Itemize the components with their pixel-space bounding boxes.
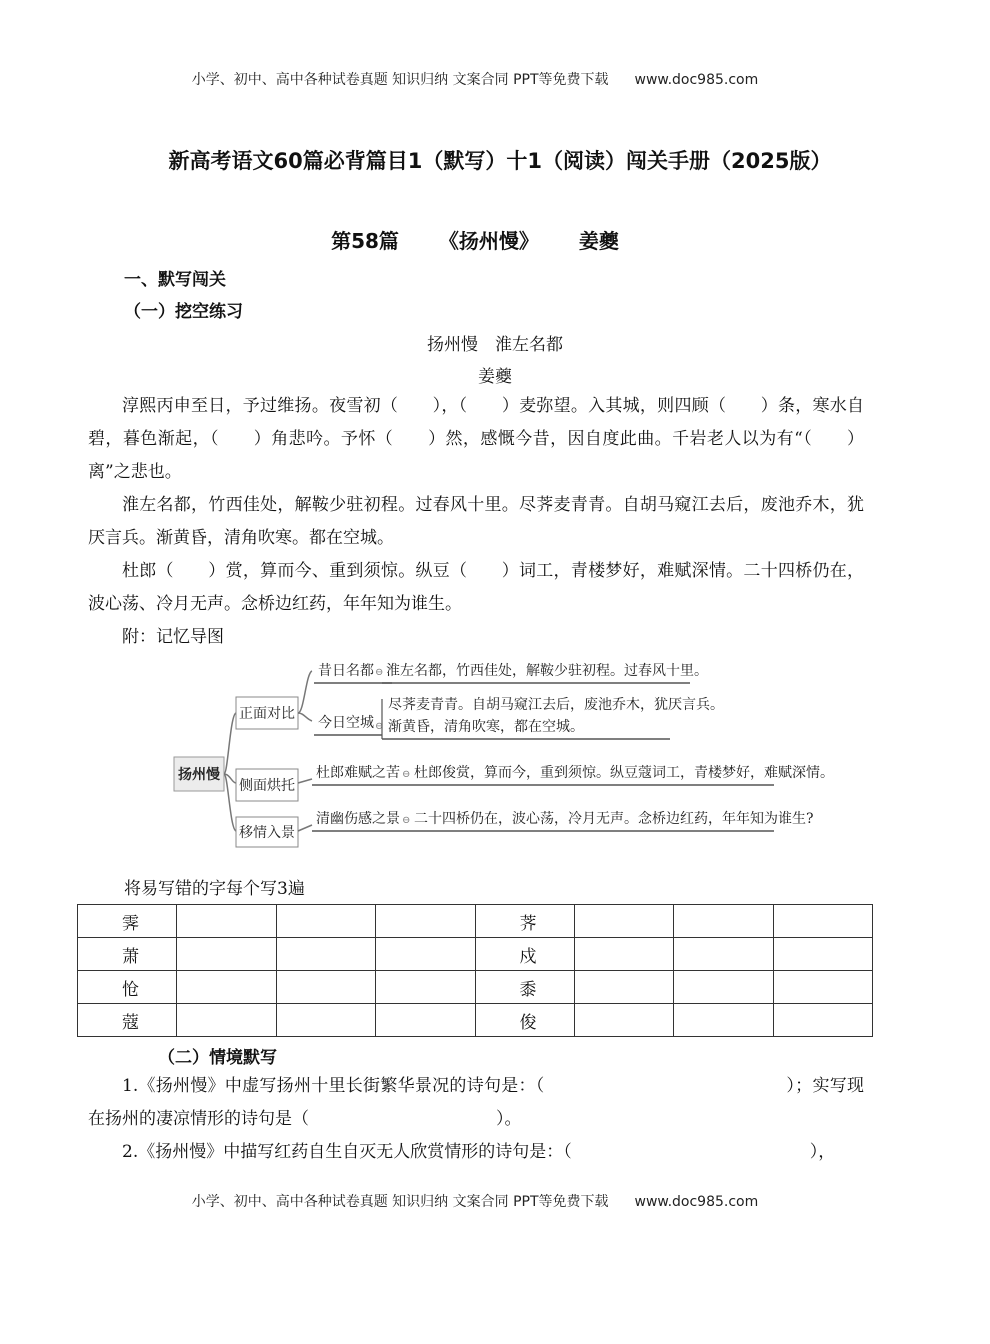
- practice-char-cell: 荠: [475, 905, 574, 938]
- practice-char-cell: 蔻: [78, 1004, 177, 1037]
- document-title: 新高考语文60篇必背篇目1（默写）十1（阅读）闯关手册（2025版）: [168, 149, 832, 173]
- character-practice-table: [77, 904, 873, 1037]
- mindmap-branch-2: 侧面烘托: [239, 778, 295, 794]
- practice-blank-cell[interactable]: [574, 1004, 673, 1037]
- practice-char-cell: 俊: [475, 1004, 574, 1037]
- mindmap-node-dulang: 杜郎难赋之苦: [316, 765, 400, 781]
- practice-blank-cell[interactable]: [276, 905, 375, 938]
- table-row: [78, 905, 873, 938]
- mindmap-text-present-1: 尽荠麦青青。自胡马窥江去后，废池乔木，犹厌言兵。: [388, 697, 724, 713]
- section-heading-1: 一、默写闯关: [124, 270, 226, 290]
- practice-blank-cell[interactable]: [674, 938, 773, 971]
- paragraph-lower: 杜郎（ ）赏，算而今、重到须惊。纵豆（ ）词工，青楼梦好，难赋深情。二十四桥仍在，波心荡、冷月无声。念桥边红药，年年知为谁生。: [88, 561, 864, 614]
- mindmap-node-scene: 清幽伤感之景: [316, 811, 400, 827]
- practice-char-cell: 萧: [78, 938, 177, 971]
- footer-url[interactable]: www.doc985.com: [634, 1194, 759, 1210]
- chapter-title: [0, 225, 950, 254]
- chapter-poem-title: 《扬州慢》: [438, 229, 539, 253]
- practice-blank-cell[interactable]: [177, 905, 276, 938]
- table-intro: 将易写错的字每个写3遍: [124, 879, 305, 899]
- page-footer: [0, 1191, 950, 1211]
- collapse-icon: ⊖: [402, 769, 411, 780]
- mindmap-branch-3: 移情入景: [239, 825, 295, 841]
- practice-blank-cell[interactable]: [773, 905, 872, 938]
- mindmap-text-past: 淮左名都，竹西佳处，解鞍少驻初程。过春风十里。: [386, 663, 708, 679]
- subsection-heading-1: （一）挖空练习: [124, 302, 243, 322]
- table-row: [78, 1004, 873, 1037]
- practice-blank-cell[interactable]: [574, 938, 673, 971]
- poem-title: 扬州慢 淮左名都: [427, 335, 563, 355]
- mindmap-text-present-2: 渐黄昏，清角吹寒，都在空城。: [388, 719, 584, 735]
- practice-blank-cell[interactable]: [773, 1004, 872, 1037]
- mindmap-text-dulang: 杜郎俊赏，算而今，重到须惊。纵豆蔻词工，青楼梦好，难赋深情。: [414, 765, 834, 781]
- appendix-label: 附：记忆导图: [122, 627, 224, 647]
- practice-blank-cell[interactable]: [773, 938, 872, 971]
- table-row: [78, 938, 873, 971]
- table-row: [78, 971, 873, 1004]
- practice-char-cell: 黍: [475, 971, 574, 1004]
- page-header: [0, 69, 950, 89]
- paragraph-upper: 淮左名都，竹西佳处，解鞍少驻初程。过春风十里。尽荠麦青青。自胡马窥江去后，废池乔木，犹厌言兵。渐黄昏，清角吹寒。都在空城。: [88, 495, 864, 548]
- practice-char-cell: 霁: [78, 905, 177, 938]
- subsection-heading-2: （二）情境默写: [158, 1048, 277, 1068]
- practice-blank-cell[interactable]: [574, 971, 673, 1004]
- chapter-author: 姜夔: [578, 229, 619, 253]
- practice-blank-cell[interactable]: [276, 1004, 375, 1037]
- chapter-number: 第58篇: [331, 229, 399, 253]
- header-text: 小学、初中、高中各种试卷真题 知识归纳 文案合同 PPT等免费下载: [191, 72, 609, 88]
- practice-blank-cell[interactable]: [177, 1004, 276, 1037]
- practice-blank-cell[interactable]: [376, 1004, 475, 1037]
- collapse-icon: ⊖: [375, 667, 384, 678]
- practice-blank-cell[interactable]: [674, 1004, 773, 1037]
- practice-blank-cell[interactable]: [376, 971, 475, 1004]
- practice-blank-cell[interactable]: [177, 971, 276, 1004]
- practice-blank-cell[interactable]: [177, 938, 276, 971]
- poem-author: 姜夔: [478, 367, 512, 387]
- practice-blank-cell[interactable]: [276, 971, 375, 1004]
- mindmap-node-past: 昔日名都: [318, 663, 374, 679]
- memory-mindmap: [170, 655, 834, 855]
- collapse-icon: ⊖: [402, 815, 411, 826]
- practice-char-cell: 戍: [475, 938, 574, 971]
- footer-text: 小学、初中、高中各种试卷真题 知识归纳 文案合同 PPT等免费下载: [191, 1194, 609, 1210]
- practice-blank-cell[interactable]: [773, 971, 872, 1004]
- header-url[interactable]: www.doc985.com: [634, 72, 759, 88]
- practice-blank-cell[interactable]: [574, 905, 673, 938]
- practice-blank-cell[interactable]: [276, 938, 375, 971]
- paragraph-preface: 淳熙丙申至日，予过维扬。夜雪初（ ），（ ）麦弥望。入其城，则四顾（ ）条，寒水自碧，暮色渐起，（ ）角悲吟。予怀（ ）然，感慨今昔，因自度此曲。千岩老人以为有“（ ）离”之悲也。: [88, 396, 864, 482]
- question-1: 1.《扬州慢》中虚写扬州十里长街繁华景况的诗句是：（ ）；实写现在扬州的凄凉情形的诗句是（ ）。: [88, 1076, 864, 1129]
- mindmap-text-scene: 二十四桥仍在，波心荡，冷月无声。念桥边红药，年年知为谁生?: [414, 811, 814, 827]
- mindmap-node-present: 今日空城: [318, 715, 374, 731]
- practice-blank-cell[interactable]: [376, 938, 475, 971]
- practice-blank-cell[interactable]: [376, 905, 475, 938]
- question-2: 2.《扬州慢》中描写红药自生自灭无人欣赏情形的诗句是：（ ），: [122, 1142, 836, 1162]
- practice-blank-cell[interactable]: [674, 905, 773, 938]
- practice-blank-cell[interactable]: [674, 971, 773, 1004]
- practice-char-cell: 怆: [78, 971, 177, 1004]
- mindmap-root-label: 扬州慢: [178, 767, 220, 783]
- collapse-icon: ⊖: [375, 721, 384, 732]
- mindmap-branch-1: 正面对比: [239, 706, 295, 722]
